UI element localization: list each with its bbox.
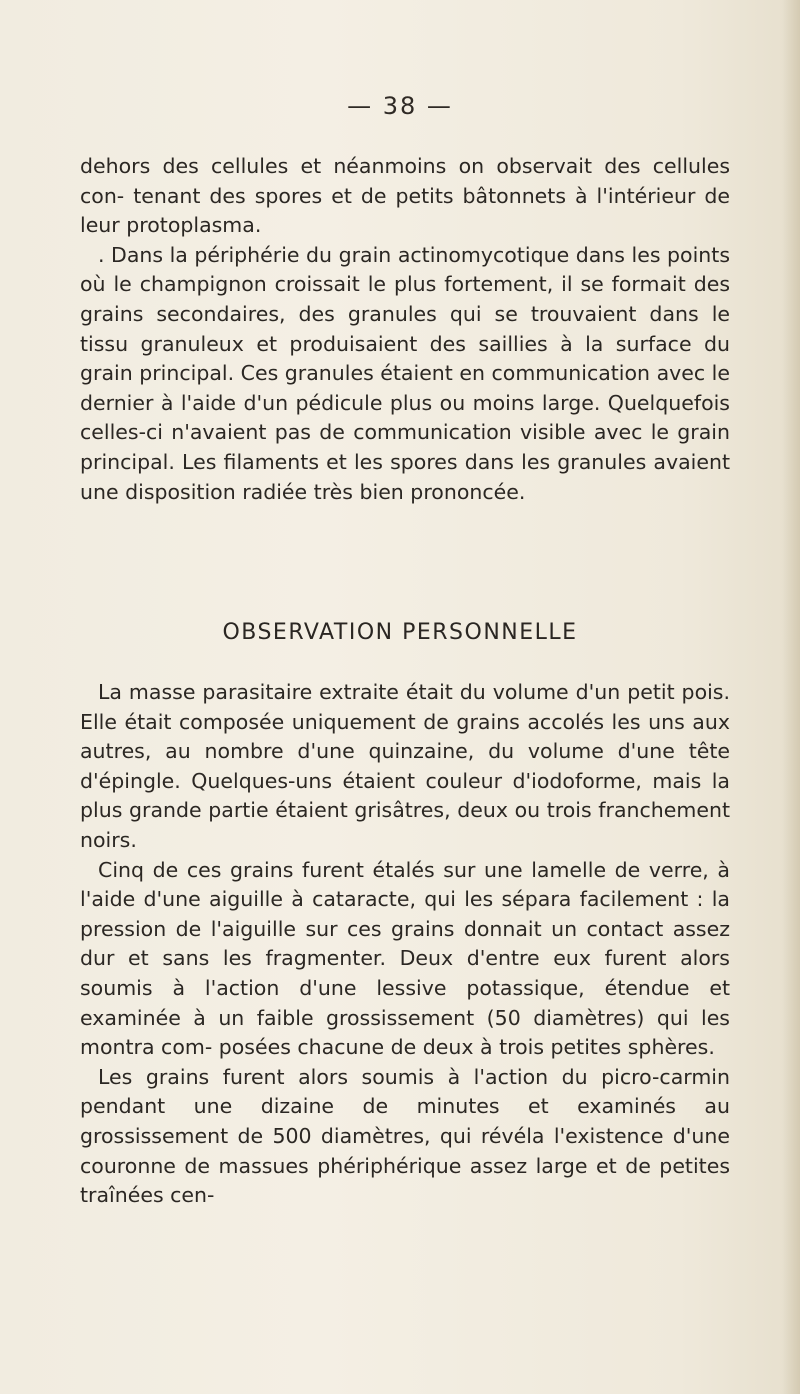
paragraph-picro-carmin: Les grains furent alors soumis à l'action du picro-carmin pendant une dizaine de minutes et examinés au grossissement de 500 diamètres, qui révéla l'existence d'une couronne de massues phériphérique assez large et de petites traînées cen- (80, 1064, 730, 1208)
page-number: — 38 — (347, 92, 453, 120)
paragraph-parasitic-mass: La masse parasitaire extraite était du volume d'un petit pois. Elle était composée uniquement de grains accolés les uns aux autres, au nombre d'une quinzaine, du volume d'une tête d'épingle. Quelques-uns étaient couleur d'iodoforme, mais la plus grande partie étaient grisâtres, deux ou trois franchement noirs. (80, 680, 730, 852)
paragraph-cells: dehors des cellules et néanmoins on observait des cellules con- tenant des spores et de petits bâtonnets à l'intérieur de leur protoplasma. (80, 154, 730, 238)
page-edge-shadow (782, 0, 800, 1394)
paragraph-periphery: . Dans la périphérie du grain actinomycotique dans les points où le champignon croissait le plus fortement, il se formait des grains secondaires, des granules qui se trouvaient dans le tissu granuleux et produisaient des saillies à la surface du grain principal. Ces granules étaient en communication avec le dernier à l'aide d'un pédicule plus ou moins large. Quelquefois celles-ci n'avaient pas de communication visible avec le grain principal. Les filaments et les spores dans les granules avaient une disposition radiée très bien prononcée. (80, 242, 730, 504)
text-block-intro (80, 152, 730, 507)
text-block-observation (80, 678, 730, 1211)
paragraph-five-grains: Cinq de ces grains furent étalés sur une lamelle de verre, à l'aide d'une aiguille à cataracte, qui les sépara facilement : la pression de l'aiguille sur ces grains donnait un contact assez dur et sans les fragmenter. Deux d'entre eux furent alors soumis à l'action d'une lessive potassique, étendue et examinée à un faible grossissement (50 diamètres) qui les montra com- posées chacune de deux à trois petites sphères. (80, 857, 730, 1060)
section-heading: OBSERVATION PERSONNELLE (222, 620, 578, 645)
